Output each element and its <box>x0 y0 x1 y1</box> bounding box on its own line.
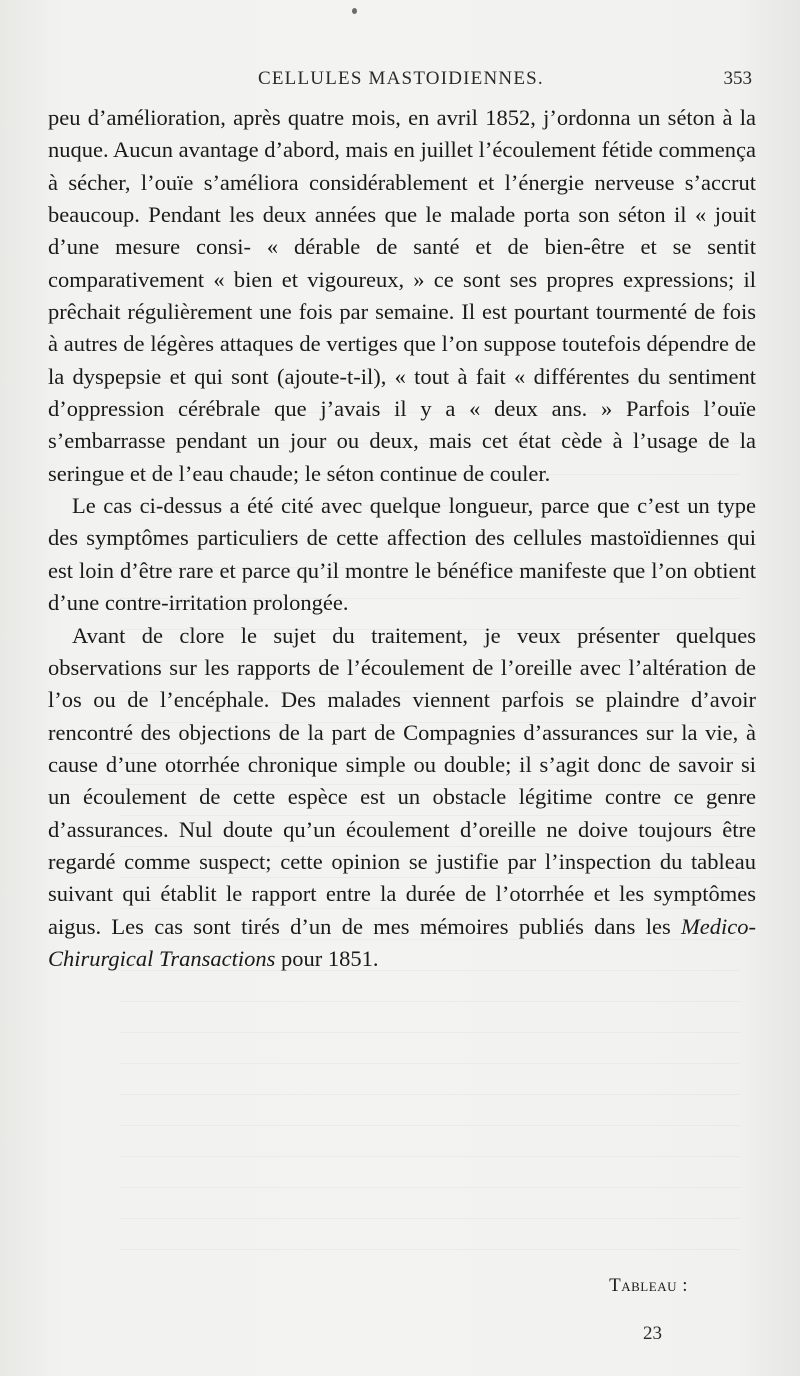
table-caption: Tableau : <box>609 1275 688 1296</box>
body-text <box>48 102 756 975</box>
page-speck <box>352 8 357 14</box>
journal-title: Medico-Chirurgical Transactions <box>48 913 756 971</box>
paragraph-insurance-text: Avant de clore le sujet du traitement, je veux présenter quelques observations sur les rapports de l’écoulement de l’oreille avec l’altération de l’os ou de l’encéphale. Des malades viennent parfois se plaindre d’avoir rencontré des objections de la part de Compagnies d’assurances sur la vie, à cause d’une otorrhée chronique simple ou double; il s’agit donc de savoir si un écoulement de cette espèce est un obstacle légitime contre ce genre d’assurances. Nul doute qu’un écoulement d’oreille ne doive toujours être regardé comme suspect; cette opinion se justifie par l’inspection du tableau suivant qui établit le rapport entre la durée de l’otorrhée et les symptômes aigus. Les cas sont tirés d’un de mes mémoires publiés dans les <box>48 622 756 939</box>
signature-mark: 23 <box>643 1323 662 1344</box>
page-number: 353 <box>723 68 752 89</box>
paragraph-case-summary: Le cas ci-dessus a été cité avec quelque longueur, parce que c’est un type des symptômes particuliers de cette affection des cellules mastoïdiennes qui est loin d’être rare et parce qu’il montre le bénéfice manifeste que l’on obtient d’une contre-irritation prolongée. <box>48 493 756 616</box>
paragraph-insurance-end: pour 1851. <box>275 945 379 971</box>
running-title: CELLULES MASTOIDIENNES. <box>258 68 544 89</box>
paragraph-insurance <box>48 620 756 976</box>
paragraph-continued: peu d’amélioration, après quatre mois, en avril 1852, j’ordonna un séton à la nuque. Aucun avantage d’abord, mais en juillet l’écoulement fétide commença à sécher, l’ouïe s’améliora considérablement et l’énergie nerveuse s’accrut beaucoup. Pendant les deux années que le malade porta son séton il « jouit d’une mesure consi- « dérable de santé et de bien-être et se sentit comparativement « bien et vigoureux, » ce sont ses propres expressions; il prêchait régulièrement une fois par semaine. Il est pourtant tourmenté de fois à autres de légères attaques de vertiges que l’on suppose toutefois dépendre de la dyspepsie et qui sont (ajoute-t-il), « tout à fait « différentes du sentiment d’oppression cérébrale que j’avais il y a « deux ans. » Parfois l’ouïe s’embarrasse pendant un jour ou deux, mais cet état cède à l’usage de la seringue et de l’eau chaude; le séton continue de couler. <box>48 105 756 486</box>
running-head <box>46 68 756 98</box>
